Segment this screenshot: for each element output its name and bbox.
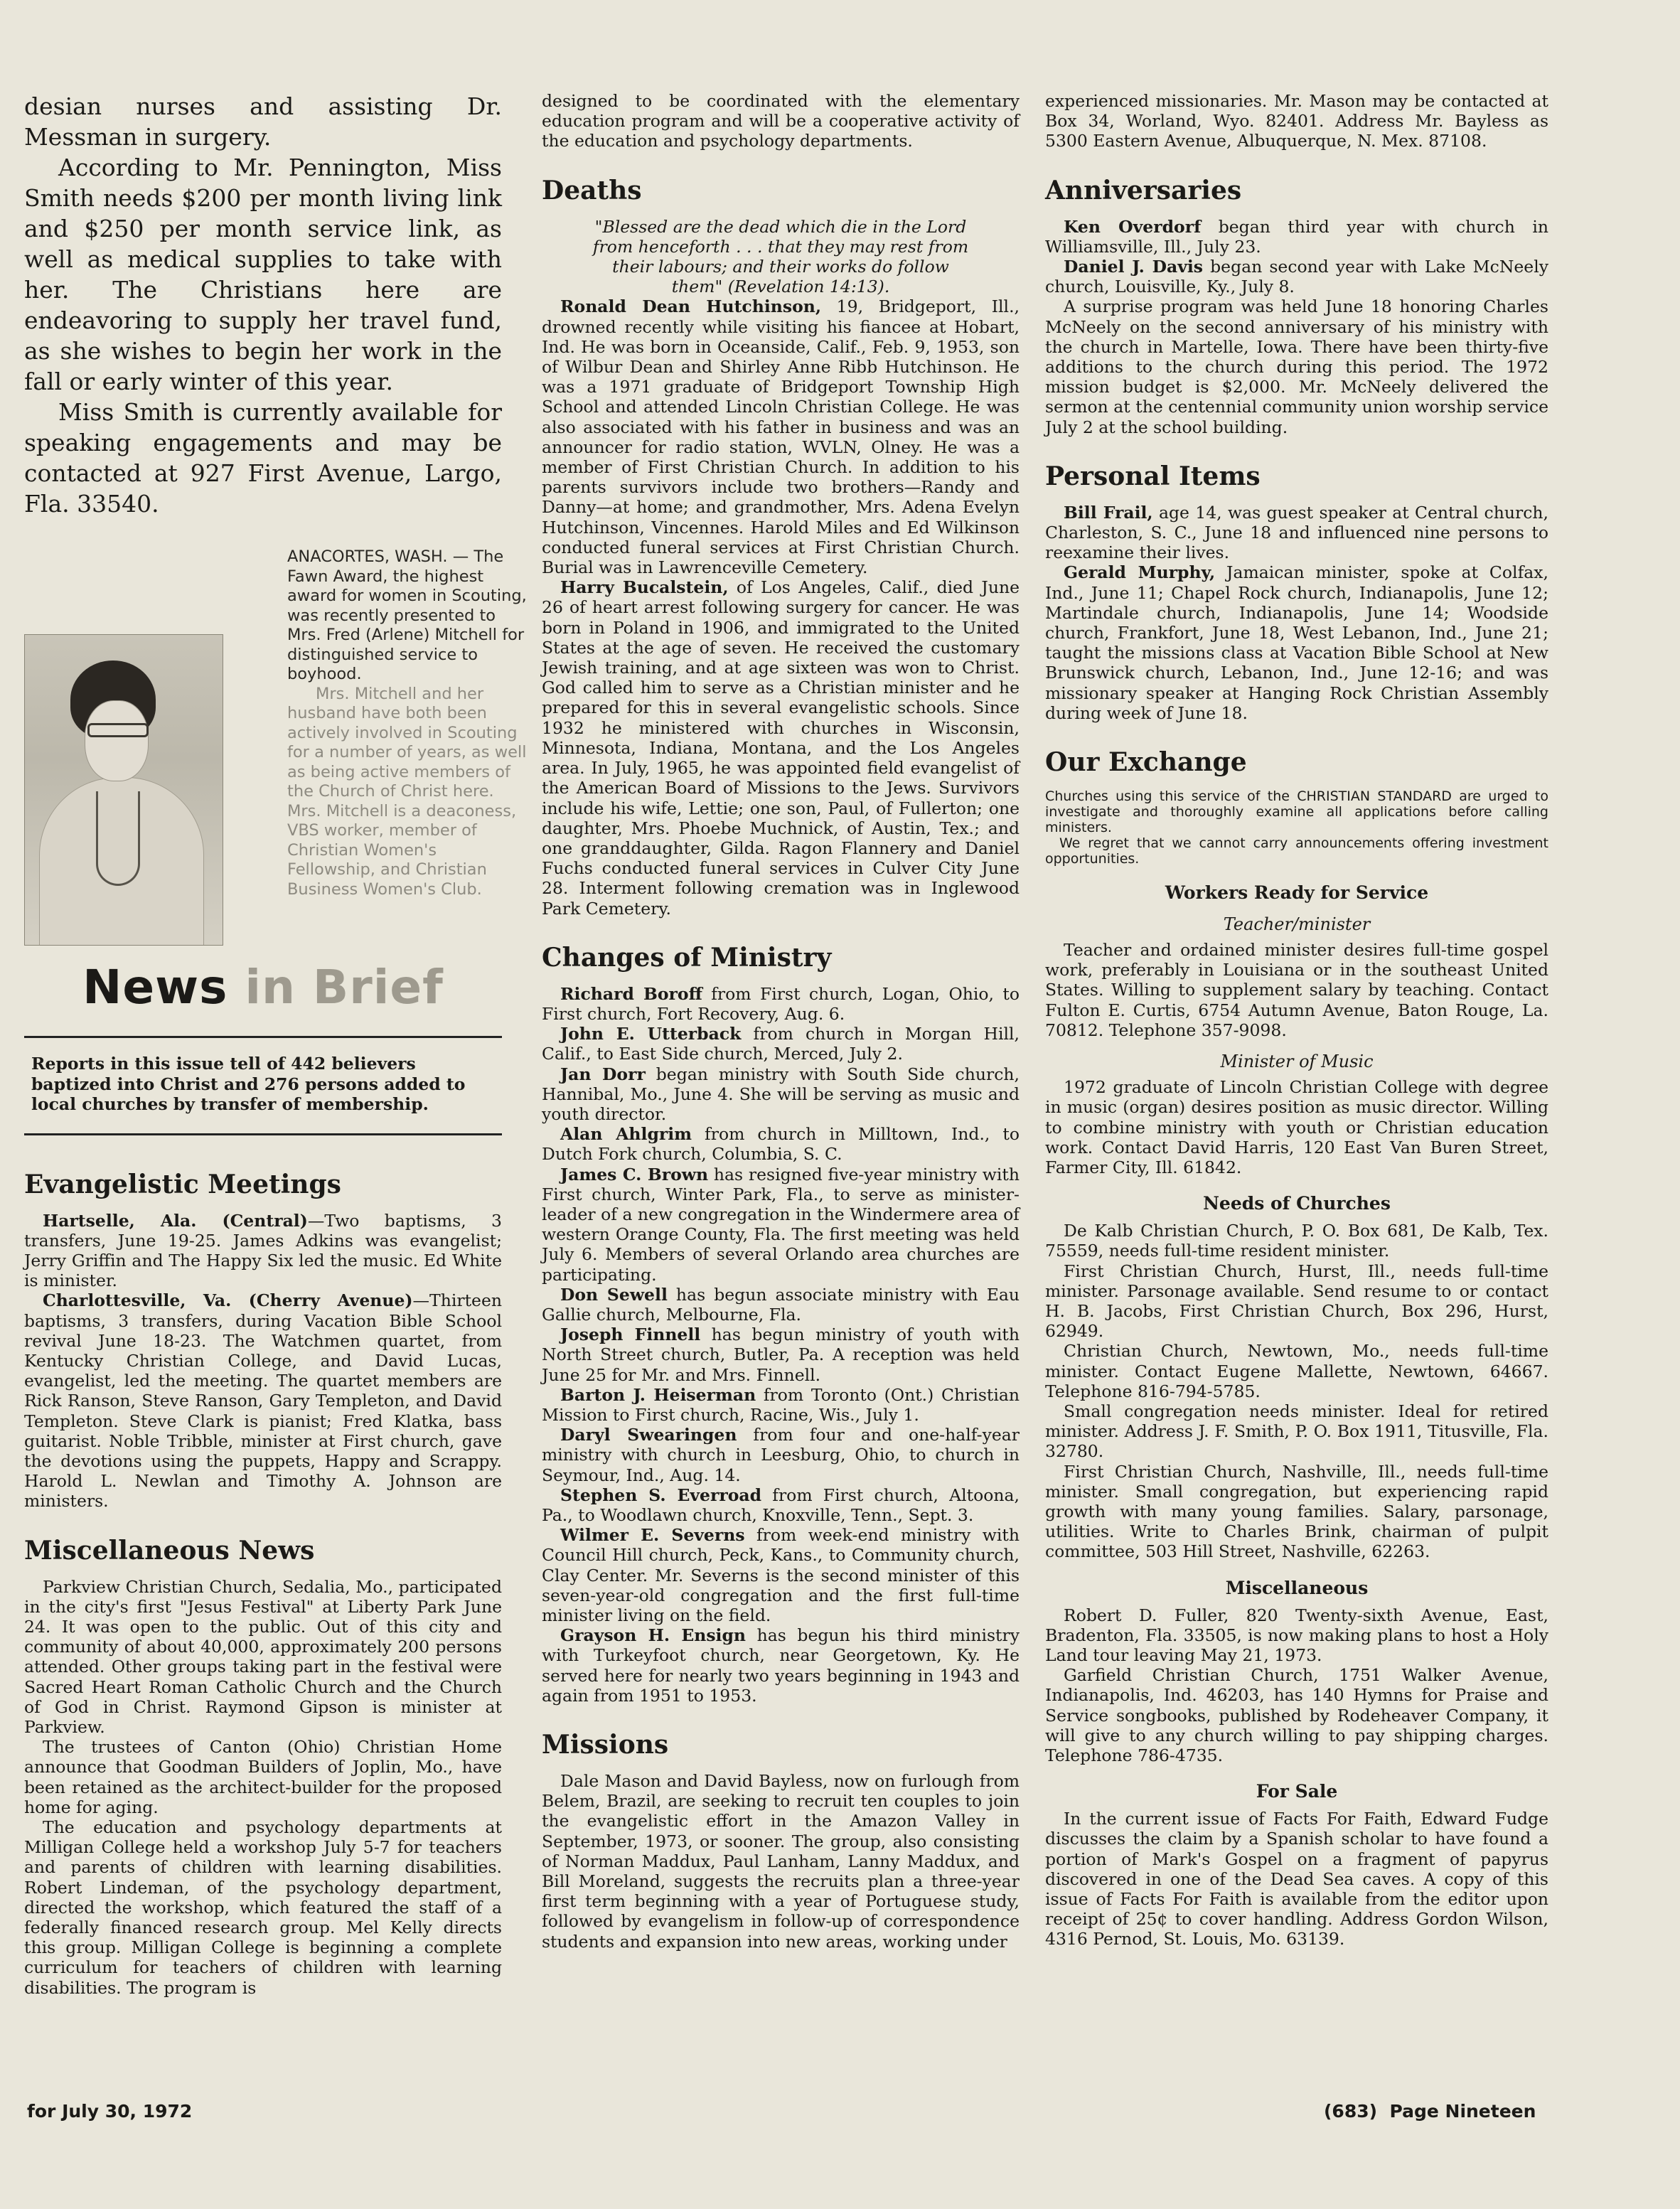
footer-page-number: (683) Page Nineteen	[1324, 2101, 1536, 2122]
column-middle	[542, 91, 1020, 1952]
list-item	[542, 984, 1020, 1024]
list-item	[542, 1285, 1020, 1325]
item-lead: Jan Dorr	[560, 1064, 646, 1084]
item-lead: John E. Utterback	[560, 1024, 742, 1044]
brief-summary	[24, 1038, 502, 1135]
list-item	[1045, 257, 1548, 296]
item-text: of Los Angeles, Calif., died June 26 of heart arrest following surgery for cancer. He was born in Poland in 1906, and immigrated to the United States at the age of seven. He received the customary Jewish training, and at age sixteen was won to Christ. God called him to serve as a Christian minister and he prepared for this in several evangelistic schools. Since 1932 he ministered with churches in Wisconsin, Minnesota, Indiana, Montana, and the Los Angeles area. In July, 1965, he was appointed field evangelist of the American Board of Missions to the Jews. Survivors include his wife, Lettie; one son, Paul, of Fullerton; one daughter, Mrs. Phoebe Muchnick, of Austin, Tex.; and one granddaughter, Gilda. Ragon Flannery and Daniel Fuchs conducted funeral services in Culver City June 28. Interment following cremation was in Inglewood Park Cemetery.	[542, 577, 1020, 919]
list-item	[542, 1385, 1020, 1425]
paragraph: Dale Mason and David Bayless, now on furlough from Belem, Brazil, are seeking to recruit ten couples to join the evangelistic effort in the Amazon Valley in September, 1973, or sooner. The group, also consisting of Norman Maddux, Paul Lanham, Lanny Maddux, and Bill Moreland, suggests the recruits plan a three-year first term beginning with a year of Portuguese study, followed by evangelism in follow-up of correspondence students and expansion into new areas, working under	[542, 1771, 1020, 1952]
item-text: has begun his third ministry with Turkeyfoot church, near Georgetown, Ky. He served here for nearly two years beginning in 1943 and again from 1951 to 1953.	[542, 1625, 1020, 1706]
paragraph: The education and psychology departments at Milligan College held a workshop July 5-7 for teachers and parents of children with learning disabilities. Robert Lindeman, of the psychology department, directed the workshop, which featured the staff of a federally financed research group. Mel Kelly directs this group. Milligan College is beginning a complete curriculum for teachers of children with learning disabilities. The program is	[24, 1817, 502, 1998]
item-lead: Richard Boroff	[560, 983, 702, 1004]
item-lead: Wilmer E. Severns	[560, 1525, 745, 1546]
list-item	[542, 1625, 1020, 1706]
list-item	[1045, 296, 1548, 437]
item-lead: Hartselle, Ala. (Central)	[43, 1210, 308, 1231]
section-heading: Missions	[542, 1730, 669, 1760]
item-text: —Two baptisms, 3 transfers, June 19-25. James Adkins was evangelist; Jerry Griffin and The Happy Six led the music. Ed White is minister.	[24, 1210, 502, 1291]
intro-article	[24, 91, 502, 519]
item-text: from First church, Altoona, Pa., to Woodlawn church, Knoxville, Tenn., Sept. 3.	[542, 1485, 1020, 1525]
note-text: Churches using this service of the CHRISTIAN STANDARD are urged to investigate and thoroughly examine all applications before calling ministers.	[1045, 788, 1548, 836]
list-item: De Kalb Christian Church, P. O. Box 681, De Kalb, Tex. 75559, needs full-time resident minister.	[1045, 1221, 1548, 1261]
paragraph: Garfield Christian Church, 1751 Walker Avenue, Indianapolis, Ind. 46203, has 140 Hymns for Praise and Service songbooks, published by Rodeheaver Company, it will give to any church willing to pay shipping charges. Telephone 786-4735.	[1045, 1665, 1548, 1765]
item-text: from church in Milltown, Ind., to Dutch Fork church, Columbia, S. C.	[542, 1124, 1020, 1165]
list-item	[542, 1525, 1020, 1625]
anniversaries-list	[1045, 217, 1548, 437]
list-item: Small congregation needs minister. Ideal for retired minister. Address J. F. Smith, P. O. Box 1911, Titusville, Fla. 32780.	[1045, 1401, 1548, 1462]
list-item	[542, 1485, 1020, 1525]
subheading: For Sale	[1256, 1781, 1338, 1802]
intro-paragraph: According to Mr. Pennington, Miss Smith needs $200 per month living link and $250 per month service link, as well as medical supplies to take with her. The Christians here are endeavoring to supply her travel fund, as she wishes to begin her work in the fall or early winter of this year.	[24, 154, 502, 395]
list-item	[542, 1064, 1020, 1125]
item-text: has begun ministry of youth with North Street church, Butler, Pa. A reception was held June 25 for Mr. and Mrs. Finnell.	[542, 1325, 1020, 1385]
subheading: Workers Ready for Service	[1165, 882, 1429, 904]
item-lead: James C. Brown	[560, 1164, 709, 1184]
item-text: began third year with church in Williamsville, Ill., July 23.	[1045, 216, 1548, 257]
item-lead: Grayson H. Ensign	[560, 1625, 746, 1646]
section-heading: Changes of Ministry	[542, 942, 832, 973]
list-item	[542, 1325, 1020, 1385]
photo-feature	[24, 547, 527, 946]
column-right	[1045, 91, 1548, 1949]
personal-list	[1045, 503, 1548, 723]
item-text: began ministry with South Side church, Hannibal, Mo., June 4. She will be serving as music and youth director.	[542, 1064, 1020, 1124]
item-lead: Ken Overdorf	[1064, 216, 1202, 237]
section-heading: Our Exchange	[1045, 747, 1247, 778]
item-lead: Alan Ahlgrim	[560, 1124, 692, 1145]
item-lead: Charlottesville, Va. (Cherry Avenue)	[43, 1290, 413, 1311]
list-item	[542, 1165, 1020, 1285]
list-item: First Christian Church, Hurst, Ill., needs full-time minister. Parsonage available. Send resume to or contact H. B. Jacobs, First Christian Church, Box 296, Hurst, 62949.	[1045, 1261, 1548, 1342]
paragraph: designed to be coordinated with the elementary education program and will be a cooperative activity of the education and psychology departments.	[542, 91, 1020, 151]
subheading: Teacher/minister	[1223, 914, 1371, 935]
caption-paragraph: Mrs. Mitchell and her husband have both been actively involved in Scouting for a number of years, as well as being active members of the Church of Christ here. Mrs. Mitchell is a deaconess, VBS worker, member of Christian Women's Fellowship, and Christian Business Women's Club.	[287, 684, 527, 899]
item-text: has begun associate ministry with Eau Gallie church, Melbourne, Fla.	[542, 1284, 1020, 1325]
section-heading: Miscellaneous News	[24, 1535, 315, 1566]
section-heading: Personal Items	[1045, 461, 1261, 491]
paragraph: Robert D. Fuller, 820 Twenty-sixth Avenue, East, Bradenton, Fla. 33505, is now making plans to host a Holy Land tour leaving May 21, 1973.	[1045, 1605, 1548, 1665]
list-item	[542, 1124, 1020, 1164]
exchange-note	[1045, 788, 1548, 867]
section-heading: Deaths	[542, 175, 642, 205]
quote-text: "Blessed are the dead which die in the Lord from henceforth . . . that they may rest from their labours; and their works do follow them" (Revelation 14:13).	[592, 216, 969, 297]
item-lead: Daryl Swearingen	[560, 1425, 737, 1445]
column-left	[24, 91, 527, 1998]
item-lead: Don Sewell	[560, 1284, 668, 1305]
paragraph: The trustees of Canton (Ohio) Christian Home announce that Goodman Builders of Joplin, Mo., have been retained as the architect-builder for the proposed home for aging.	[24, 1737, 502, 1817]
portrait-photo	[24, 634, 223, 946]
intro-paragraph: desian nurses and assisting Dr. Messman in surgery.	[24, 92, 502, 151]
subheading: Miscellaneous	[1225, 1577, 1369, 1598]
item-text: from First church, Logan, Ohio, to First church, Fort Recovery, Aug. 6.	[542, 983, 1020, 1024]
item-lead: Daniel J. Davis	[1064, 257, 1204, 277]
title-word-in-brief: in Brief	[245, 960, 444, 1015]
list-item	[1045, 562, 1548, 723]
list-item	[542, 1024, 1020, 1064]
paragraph: experienced missionaries. Mr. Mason may be contacted at Box 34, Worland, Wyo. 82401. Address Mr. Bayless as 5300 Eastern Avenue, Albuquerque, N. Mex. 87108.	[1045, 91, 1548, 151]
paragraph: Parkview Christian Church, Sedalia, Mo., participated in the city's first "Jesus Festival" at Liberty Park June 24. It was open to the public. Out of this city and community of about 40,000, approximately 200 persons attended. Other groups taking part in the festival were Sacred Heart Roman Catholic Church and the Church of God in Christ. Raymond Gipson is minister at Parkview.	[24, 1576, 502, 1737]
misc-news-section	[24, 1536, 502, 1998]
evangelistic-section	[24, 1170, 502, 1512]
needs-list	[1045, 1221, 1548, 1561]
item-text: from week-end ministry with Council Hill church, Peck, Kans., to Community church, Clay Center. Mr. Severns is the second minister of this seven-year-old congregation and the first full-time minister living on the field.	[542, 1525, 1020, 1626]
list-item: First Christian Church, Nashville, Ill., needs full-time minister. Small congregation, but experiencing rapid growth with many young families. Salary, parsonage, utilities. Write to Charles Brink, chairman of pulpit committee, 503 Hill Street, Nashville, 62263.	[1045, 1461, 1548, 1562]
paragraph: 1972 graduate of Lincoln Christian College with degree in music (organ) desires position as music director. Willing to combine ministry with youth or Christian education work. Contact David Harris, 120 East Van Buren Street, Farmer City, Ill. 61842.	[1045, 1077, 1548, 1177]
section-heading: Evangelistic Meetings	[24, 1169, 341, 1199]
paragraph: Teacher and ordained minister desires full-time gospel work, preferably in Louisiana or in the southeast United States. Willing to supplement salary by teaching. Contact Fulton E. Curtis, 6754 Autumn Avenue, Baton Rouge, La. 70812. Telephone 357-9098.	[1045, 940, 1548, 1040]
item-text: began second year with Lake McNeely church, Louisville, Ky., July 8.	[1045, 257, 1548, 297]
item-text: —Thirteen baptisms, 3 transfers, during Vacation Bible School revival June 18-23. The Watchmen quartet, from Kentucky Christian College, and David Lucas, evangelist, led the meeting. The quartet members are Rick Ranson, Steve Ranson, Gary Templeton, and David Templeton. Steve Clark is pianist; Fred Klatka, bass guitarist. Noble Tribble, minister at First church, gave the devotions using the puppets, Happy and Scrappy. Harold L. Newlan and Timothy A. Johnson are ministers.	[24, 1290, 502, 1512]
scripture-quote	[542, 217, 1020, 297]
footer-date: for July 30, 1972	[27, 2101, 193, 2122]
news-in-brief-title	[24, 960, 502, 1015]
item-lead: Barton J. Heiserman	[560, 1384, 756, 1405]
item-text: from church in Morgan Hill, Calif., to East Side church, Merced, July 2.	[542, 1024, 1020, 1064]
item-text: from Toronto (Ont.) Christian Mission to First church, Racine, Wis., July 1.	[542, 1384, 1020, 1425]
photo-caption	[287, 547, 529, 899]
list-item: Christian Church, Newtown, Mo., needs full-time minister. Contact Eugene Mallette, Newtown, 64667. Telephone 816-794-5785.	[1045, 1341, 1548, 1401]
note-text: We regret that we cannot carry announcements offering investment opportunities.	[1045, 835, 1548, 867]
title-word-news: News	[82, 960, 228, 1015]
summary-text: Reports in this issue tell of 442 believers baptized into Christ and 276 persons added to local churches by transfer of membership.	[31, 1054, 466, 1114]
item-text: Jamaican minister, spoke at Colfax, Ind., June 11; Chapel Rock church, Indianapolis, June 12; Martindale church, Indianapolis, June 14; Woodside church, Frankfort, June 18, West Lebanon, Ind., June 21; taught the missions class at Vacation Bible School at New Brunswick church, Lebanon, Ind., June 12-16; and was missionary speaker at Hanging Rock Christian Assembly during week of June 18.	[1045, 562, 1548, 723]
section-heading: Anniversaries	[1045, 175, 1242, 205]
item-lead: Harry Bucalstein,	[560, 577, 729, 598]
item-text: 19, Bridgeport, Ill., drowned recently while visiting his fiancee at Hobart, Ind. He was born in Oceanside, Calif., Feb. 9, 1953, son of Wilbur Dean and Shirley Anne Ribb Hutchinson. He was a 1971 graduate of Bridgeport Township High School and attended Lincoln Christian College. He was also associated with his father in business and was an announcer for radio station, WVLN, Olney. He was a member of First Christian Church. In addition to his parents survivors include two brothers—Randy and Danny—at home; and grandmother, Mrs. Adena Evelyn Hutchinson, Vincennes. Harold Miles and Ed Wilkinson conducted funeral services at First Christian Church. Burial was in Lawrenceville Cemetery.	[542, 296, 1020, 578]
list-item	[1045, 217, 1548, 257]
changes-list	[542, 984, 1020, 1706]
item-lead: Ronald Dean Hutchinson,	[560, 296, 822, 317]
paragraph: In the current issue of Facts For Faith, Edward Fudge discusses the claim by a Spanish scholar to have found a portion of Mark's Gospel on a fragment of papyrus discovered in one of the Dead Sea caves. A copy of this issue of Facts For Faith is available from the editor upon receipt of 25¢ to cover handling. Address Gordon Wilson, 4316 Pernod, St. Louis, Mo. 63139.	[1045, 1809, 1548, 1949]
item-lead: Bill Frail,	[1064, 502, 1153, 523]
item-lead: Stephen S. Everroad	[560, 1485, 762, 1505]
item-text: age 14, was guest speaker at Central church, Charleston, S. C., June 18 and influenced nine persons to reexamine their lives.	[1045, 502, 1548, 563]
item-text: A surprise program was held June 18 honoring Charles McNeely on the second anniversary of his ministry with the church in Martelle, Iowa. There have been thirty-five additions to the church during this period. The 1972 mission budget is $2,000. Mr. McNeely delivered the sermon at the centennial community union worship service July 2 at the school building.	[1045, 296, 1548, 437]
item-lead: Joseph Finnell	[560, 1325, 701, 1345]
item-lead: Gerald Murphy,	[1064, 562, 1216, 583]
intro-paragraph: Miss Smith is currently available for speaking engagements and may be contacted at 927 First Avenue, Largo, Fla. 33540.	[24, 398, 502, 518]
list-item	[542, 1425, 1020, 1485]
subheading: Needs of Churches	[1203, 1193, 1391, 1214]
caption-paragraph: ANACORTES, WASH. — The Fawn Award, the highest award for women in Scouting, was recently presented to Mrs. Fred (Arlene) Mitchell for distinguished service to boyhood.	[287, 547, 527, 683]
item-text: from four and one-half-year ministry with church in Leesburg, Ohio, to church in Seymour, Ind., Aug. 14.	[542, 1425, 1020, 1485]
subheading: Minister of Music	[1220, 1052, 1374, 1072]
item-text: has resigned five-year ministry with First church, Winter Park, Fla., to serve as minister-leader of a new congregation in the Windermere area of western Orange County, Fla. The first meeting was held July 6. Members of several Orlando area churches are participating.	[542, 1164, 1020, 1285]
list-item	[1045, 503, 1548, 563]
